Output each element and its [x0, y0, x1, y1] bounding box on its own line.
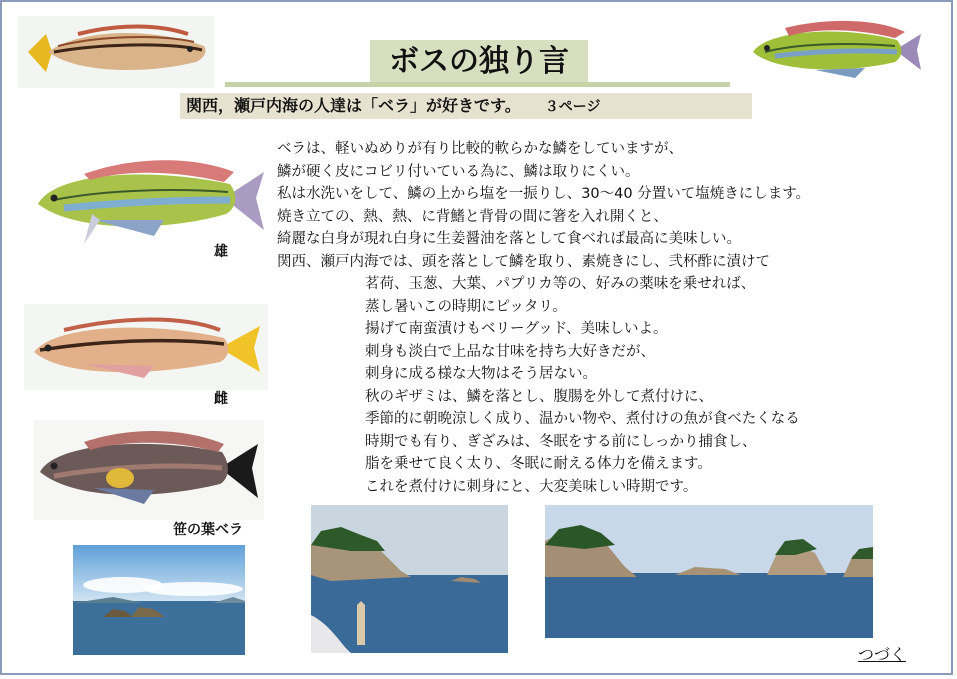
- page-number: ３ページ: [544, 99, 601, 115]
- body-line: 綺麗な白身が現れ白身に生姜醤油を落として食べれば最高に美味しい。: [277, 231, 741, 247]
- fish-photo-sasanoha: [34, 420, 264, 520]
- page-title: ボスの独り言: [370, 40, 588, 84]
- sea-photo-rocks: [545, 505, 873, 638]
- subtitle-text: 関西，瀬戸内海の人達は「ベラ」が好きです。: [186, 96, 521, 115]
- body-line-indented: これを煮付けに刺身にと、大変美味しい時期です。: [365, 478, 698, 495]
- next-page-link[interactable]: つづく: [858, 645, 907, 664]
- body-line-indented: 茗荷、玉葱、大葉、パプリカ等の、好みの薬味を乗せれば、: [365, 276, 756, 292]
- body-line-indented: 揚げて南蛮漬けもベリーグッド、美味しいよ。: [365, 321, 668, 337]
- caption-male: 雄: [214, 244, 228, 260]
- body-line: 私は水洗いをして、鱗の上から塩を一振りし、30～40 分置いて塩焼きにします。: [277, 186, 811, 202]
- fish-photo-top-left: [18, 16, 214, 88]
- body-line-indented: 時期でも有り、ぎざみは、冬眠をする前にしっかり捕食し、: [365, 433, 757, 450]
- body-line: ベラは、軽いぬめりが有り比較的軟らかな鱗をしていますが、: [277, 141, 683, 157]
- sea-photo-fishing: [311, 505, 508, 653]
- body-line-indented: 脂を乗せて良く太り、冬眠に耐える体力を備えます。: [365, 456, 712, 472]
- fish-photo-female: [24, 304, 268, 390]
- caption-female: 雌: [214, 391, 228, 407]
- body-line-indented: 季節的に朝晩涼しく成り、温かい物や、煮付けの魚が食べたくなる: [365, 411, 800, 427]
- body-line: 関西、瀬戸内海では、頭を落として鱗を取り、素焼きにし、弐杯酢に漬けて: [277, 253, 770, 270]
- body-line: 鱗が硬く皮にコビリ付いている為に、鱗は取りにくい。: [277, 163, 640, 180]
- caption-sasanoha: 笹の葉ベラ: [173, 522, 243, 538]
- body-line-indented: 蒸し暑いこの時期にピッタリ。: [365, 298, 567, 315]
- sea-photo-islets: [73, 545, 245, 655]
- body-line: 焼き立ての、熱、熱、に背鰭と背骨の間に箸を入れ開くと、: [277, 208, 668, 225]
- page-subtitle: [180, 93, 752, 119]
- title-underline: [225, 82, 730, 87]
- article-body: [277, 138, 937, 498]
- fish-photo-male: [34, 150, 266, 250]
- fish-photo-top-right: [745, 14, 925, 86]
- body-line-indented: 刺身に成る様な大物はそう居ない。: [365, 366, 597, 382]
- body-line-indented: 刺身も淡白で上品な甘味を持ち大好きだが、: [365, 343, 655, 360]
- body-line-indented: 秋のギザミは、鱗を落とし、腹腸を外して煮付けに、: [365, 388, 713, 405]
